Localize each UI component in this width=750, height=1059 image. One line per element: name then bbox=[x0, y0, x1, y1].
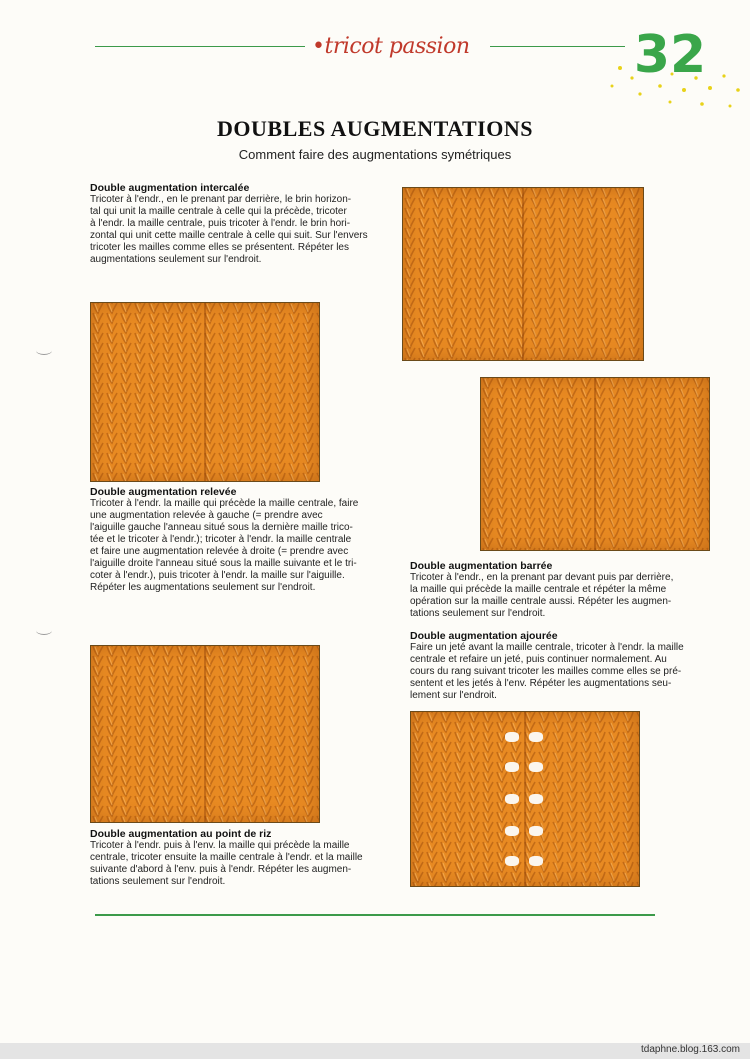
bottom-bar bbox=[0, 1043, 750, 1059]
eyelet-hole bbox=[505, 762, 519, 772]
text-riz: Tricoter à l'endr. puis à l'env. la maille qui précède la maille centrale, tricoter ensuite la maille centrale à l'endr. et la maille suivante d'abord à l'env. puis à l'endr. Répéter les augmen- tations seulement sur l'endroit. bbox=[90, 840, 363, 887]
knit-highlight bbox=[569, 549, 572, 550]
knit-highlight bbox=[519, 359, 522, 360]
knit-stitch bbox=[317, 816, 319, 822]
knit-highlight bbox=[597, 883, 600, 886]
page-number: 32 bbox=[633, 25, 707, 85]
knit-stitch bbox=[637, 882, 639, 886]
knit-highlight bbox=[513, 549, 516, 550]
eyelet-hole bbox=[529, 856, 543, 866]
knit-highlight bbox=[463, 359, 466, 360]
knit-highlight bbox=[429, 883, 432, 886]
knit-highlight bbox=[499, 549, 502, 550]
header-rule-right bbox=[490, 46, 625, 47]
heading-riz: Double augmentation au point de riz bbox=[90, 828, 272, 840]
knit-highlight bbox=[555, 883, 558, 886]
text-relevee: Tricoter à l'endr. la maille qui précède la maille centrale, faire une augmentation relevée à gauche (= prendre avec l'aiguille gauche l'anneau situé sous la dernière maille trico- tée et le tricoter à l'endr.); tricoter à l'endr. la maille centrale et faire une augmentation relevée à droite (= prendre avec l'aiguille droite l'anneau situé sous la maille suivante et le tri- coter à l'endr.), puis tricoter à l'endr. la maille sur l'aiguille. Répéter les augmentations seulement sur l'endroit. bbox=[90, 498, 359, 593]
text-intercalee: Tricoter à l'endr., en le prenant par derrière, le brin horizon- tal qui unit la maille centrale à celle qui la précède, tricoter à l'endr. la maille centrale, puis tricoter à l'endr. le brin hori- zontal qui unit cette maille centrale à celle qui suit. Sur l'envers tricoter les mailles comme elles se présentent. Répéter les augmentations seulement sur l'endroit. bbox=[90, 194, 368, 265]
knit-highlight bbox=[541, 883, 544, 886]
knit-highlight bbox=[499, 883, 502, 886]
heading-intercalee: Double augmentation intercalée bbox=[90, 182, 250, 194]
knit-highlight bbox=[491, 359, 494, 360]
eyelet-hole bbox=[505, 732, 519, 742]
heading-relevee: Double augmentation relevée bbox=[90, 486, 237, 498]
knit-highlight bbox=[611, 883, 614, 886]
header-rule-left bbox=[95, 46, 305, 47]
swatch-relevee bbox=[90, 302, 320, 482]
knit-highlight bbox=[443, 883, 446, 886]
eyelet-hole bbox=[529, 826, 543, 836]
knit-highlight bbox=[449, 359, 452, 360]
binder-hole-mark bbox=[36, 346, 52, 355]
eyelet-hole bbox=[529, 762, 543, 772]
eyelet-hole bbox=[505, 794, 519, 804]
knit-highlight bbox=[471, 883, 474, 886]
knit-highlight bbox=[485, 549, 488, 550]
footer-rule bbox=[95, 914, 655, 916]
swatch-riz bbox=[90, 645, 320, 823]
credit-text: tdaphne.blog.163.com bbox=[641, 1044, 740, 1055]
knit-highlight bbox=[477, 359, 480, 360]
knit-highlight bbox=[597, 549, 600, 550]
swatch-intercalee bbox=[402, 187, 644, 361]
knit-highlight bbox=[527, 549, 530, 550]
swatch-ajouree bbox=[410, 711, 640, 887]
knit-highlight bbox=[583, 549, 586, 550]
brand-logo: •tricot passion bbox=[312, 34, 470, 59]
eyelet-hole bbox=[529, 732, 543, 742]
knit-highlight bbox=[555, 549, 558, 550]
knit-highlight bbox=[625, 883, 628, 886]
heading-barree: Double augmentation barrée bbox=[410, 560, 553, 572]
knit-highlight bbox=[569, 883, 572, 886]
text-ajouree: Faire un jeté avant la maille centrale, tricoter à l'endr. la maille centrale et refaire un jeté, puis continuer normalement. Au cours du rang suivant tricoter les mailles comme elles se pré- sentent et les jetés à l'env. Répéter les augmentations seu- lement sur l'endroit. bbox=[410, 642, 684, 701]
knit-highlight bbox=[513, 883, 516, 886]
knit-highlight bbox=[527, 883, 530, 886]
knit-highlight bbox=[485, 883, 488, 886]
swatch-barree bbox=[480, 377, 710, 551]
eyelet-hole bbox=[505, 826, 519, 836]
knit-highlight bbox=[457, 883, 460, 886]
knit-highlight bbox=[583, 883, 586, 886]
knit-highlight bbox=[435, 359, 438, 360]
page-subtitle: Comment faire des augmentations symétriques bbox=[238, 147, 512, 162]
heading-ajouree: Double augmentation ajourée bbox=[410, 630, 558, 642]
eyelet-hole bbox=[529, 794, 543, 804]
knit-highlight bbox=[415, 883, 418, 886]
knit-highlight bbox=[541, 549, 544, 550]
page-title: DOUBLES AUGMENTATIONS bbox=[217, 116, 533, 141]
binder-hole-mark bbox=[36, 626, 52, 635]
knit-highlight bbox=[407, 359, 410, 360]
knit-highlight bbox=[421, 359, 424, 360]
text-barree: Tricoter à l'endr., en la prenant par devant puis par derrière, la maille qui précède la maille centrale et répéter la même opération sur la maille centrale aussi. Répéter les augmen- tations seulement sur l'endroit. bbox=[410, 572, 674, 619]
eyelet-hole bbox=[505, 856, 519, 866]
knit-highlight bbox=[505, 359, 508, 360]
